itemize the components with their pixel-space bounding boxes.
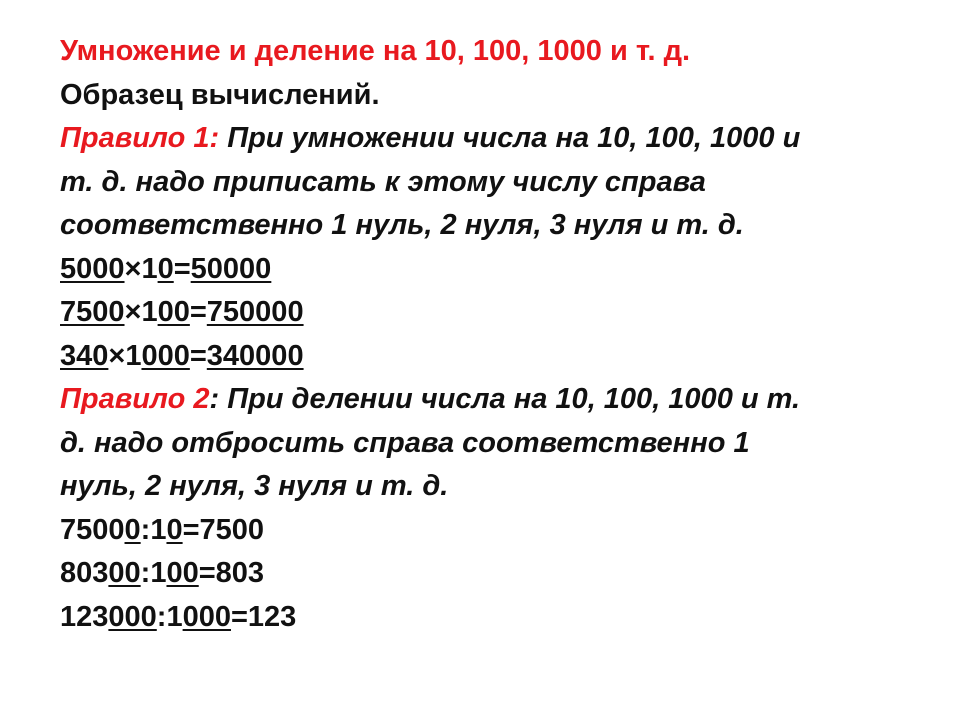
result: 750000 bbox=[206, 296, 304, 328]
equals-sign: = bbox=[230, 600, 248, 633]
example-divide-1 bbox=[60, 509, 920, 553]
slide-subtitle: Образец вычислений. bbox=[60, 78, 380, 111]
rule-1-line-3: соответственно 1 нуль, 2 нуля, 3 нуля и т. д. bbox=[60, 209, 744, 241]
equals-sign: = bbox=[182, 513, 200, 546]
dividend-zeros: 0 bbox=[124, 513, 141, 546]
equals-sign: = bbox=[189, 296, 207, 328]
rule-2-line-3: нуль, 2 нуля, 3 нуля и т. д. bbox=[60, 470, 449, 502]
operand-b-zeros: 0 bbox=[157, 252, 174, 285]
operand-a: 5000 bbox=[60, 252, 125, 285]
divisor-digit: 1 bbox=[150, 557, 167, 589]
rule-1-line-1 bbox=[60, 117, 920, 161]
operator: × bbox=[124, 252, 142, 285]
result: 340000 bbox=[206, 339, 304, 372]
operator: : bbox=[140, 557, 151, 589]
operand-b-zeros: 000 bbox=[141, 339, 190, 372]
slide-title: Умножение и деление на 10, 100, 1000 и т. д. bbox=[60, 35, 691, 67]
example-multiply-1 bbox=[60, 248, 920, 292]
rule-2-line-2: д. надо отбросить справа соответственно 1 bbox=[60, 426, 750, 459]
operator: : bbox=[140, 513, 151, 546]
divisor-zeros: 00 bbox=[166, 557, 199, 589]
dividend-zeros: 000 bbox=[108, 600, 157, 633]
rule-2-text-1: : При делении числа на 10, 100, 1000 и т. bbox=[209, 383, 801, 415]
operand-b-digit: 1 bbox=[125, 339, 142, 372]
dividend-zeros: 00 bbox=[108, 557, 141, 589]
divisor-zeros: 0 bbox=[166, 513, 183, 546]
example-divide-2 bbox=[60, 552, 920, 596]
rule-1-text-1: При умножении числа на 10, 100, 1000 и bbox=[219, 122, 801, 154]
result: 50000 bbox=[190, 252, 272, 285]
operator: × bbox=[124, 296, 142, 328]
operand-a: 7500 bbox=[60, 296, 125, 328]
rule-1-line-2: т. д. надо приписать к этому числу справа bbox=[60, 165, 706, 198]
operand-a: 340 bbox=[60, 339, 109, 372]
dividend-digits: 123 bbox=[60, 600, 109, 633]
rule-1-label: Правило 1: bbox=[60, 122, 220, 154]
divisor-digit: 1 bbox=[166, 600, 183, 633]
rule-2-label: Правило 2 bbox=[60, 383, 210, 415]
slide-content bbox=[60, 30, 920, 639]
result: 7500 bbox=[199, 513, 265, 546]
equals-sign: = bbox=[189, 339, 207, 372]
dividend-digits: 7500 bbox=[60, 513, 125, 546]
operand-b-zeros: 00 bbox=[157, 296, 190, 328]
example-divide-3 bbox=[60, 596, 920, 640]
operator: × bbox=[108, 339, 126, 372]
result: 123 bbox=[247, 600, 297, 633]
divisor-digit: 1 bbox=[150, 513, 167, 546]
result: 803 bbox=[215, 557, 265, 589]
example-multiply-2 bbox=[60, 291, 920, 335]
operator: : bbox=[156, 600, 167, 633]
divisor-zeros: 000 bbox=[182, 600, 231, 633]
operand-b-digit: 1 bbox=[141, 252, 158, 285]
dividend-digits: 803 bbox=[60, 557, 109, 589]
rule-2-line-1 bbox=[60, 378, 920, 422]
operand-b-digit: 1 bbox=[141, 296, 158, 328]
example-multiply-3 bbox=[60, 335, 920, 379]
equals-sign: = bbox=[198, 557, 216, 589]
equals-sign: = bbox=[173, 252, 191, 285]
